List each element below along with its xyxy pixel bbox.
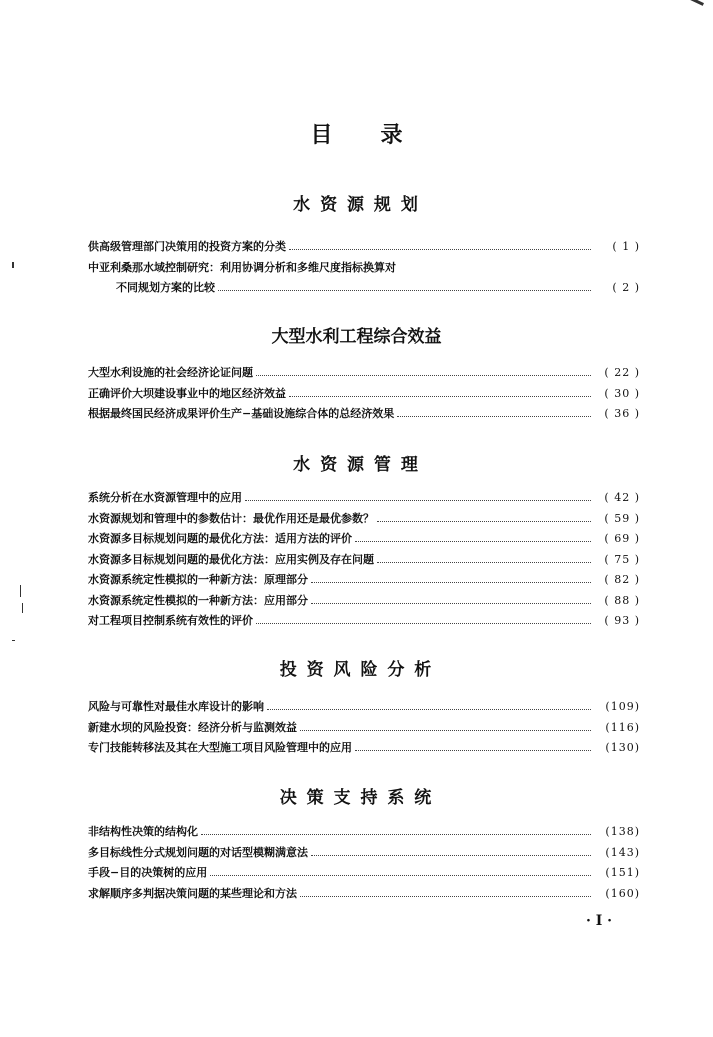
entry-title: 水资源多目标规划问题的最优化方法：应用实例及存在问题	[88, 552, 374, 566]
entry-page-number: ( 75 )	[604, 552, 640, 566]
dot-leader	[397, 404, 591, 417]
dot-leader	[300, 884, 591, 897]
entry-title: 水资源系统定性模拟的一种新方法：应用部分	[88, 593, 308, 607]
entry-page-number: ( 30 )	[604, 386, 640, 400]
entry-page-number: (109)	[605, 700, 640, 713]
toc-entry[interactable]	[88, 529, 640, 550]
dot-leader	[311, 570, 591, 583]
dot-leader	[289, 237, 591, 250]
entry-page-number: ( 69 )	[604, 532, 640, 545]
section-heading: 决 策 支 持 系 统	[279, 788, 434, 808]
entry-page-number: ( 22 )	[604, 366, 640, 379]
toc-entry[interactable]	[88, 404, 640, 425]
toc-entry[interactable]	[88, 822, 640, 843]
entry-title: 新建水坝的风险投资：经济分析与监测效益	[88, 720, 297, 734]
entry-page-number: ( 2 )	[612, 281, 640, 294]
entry-title: 风险与可靠性对最佳水库设计的影响	[88, 700, 264, 713]
entry-title: 专门技能转移法及其在大型施工项目风险管理中的应用	[88, 741, 352, 754]
dot-leader	[355, 529, 591, 542]
toc-entry[interactable]	[88, 611, 640, 632]
entry-title: 不同规划方案的比较	[116, 281, 215, 294]
toc-entry-continuation[interactable]	[88, 278, 640, 299]
scan-speck	[22, 603, 23, 613]
dot-leader	[267, 697, 591, 710]
toc-entry[interactable]	[88, 591, 640, 612]
scan-speck	[20, 585, 21, 597]
page-title: 目录	[310, 122, 451, 148]
toc-entry[interactable]	[88, 738, 640, 759]
section-heading: 大型水利工程综合效益	[271, 327, 442, 347]
entry-page-number: ( 82 )	[604, 573, 640, 586]
dot-leader	[218, 278, 591, 291]
entry-title: 根据最终国民经济成果评价生产−基础设施综合体的总经济效果	[88, 407, 395, 420]
entry-page-number: (143)	[605, 845, 640, 859]
toc-entry[interactable]	[88, 384, 640, 405]
toc-entry[interactable]	[88, 550, 640, 571]
toc-entry-list	[88, 822, 640, 904]
entry-title: 中亚利桑那水域控制研究：利用协调分析和多维尺度指标换算对	[88, 260, 396, 274]
dot-leader	[377, 509, 591, 522]
dot-leader	[311, 591, 591, 604]
toc-entry-list	[88, 363, 640, 425]
scan-speck	[12, 640, 15, 641]
entry-page-number: (116)	[605, 720, 640, 734]
entry-title: 供高级管理部门决策用的投资方案的分类	[88, 240, 286, 253]
dot-leader	[256, 611, 591, 624]
entry-page-number: ( 42 )	[604, 491, 640, 504]
dot-leader	[289, 384, 591, 397]
toc-entry[interactable]	[88, 863, 640, 884]
entry-page-number: (130)	[605, 741, 640, 754]
entry-title: 水资源系统定性模拟的一种新方法：原理部分	[88, 573, 308, 586]
entry-title: 水资源多目标规划问题的最优化方法：适用方法的评价	[88, 532, 352, 545]
entry-page-number: ( 93 )	[604, 614, 640, 627]
toc-entry[interactable]	[88, 570, 640, 591]
toc-entry[interactable]	[88, 718, 640, 739]
section-heading: 水 资 源 规 划	[293, 195, 420, 215]
entry-page-number: (138)	[605, 825, 640, 838]
entry-title: 对工程项目控制系统有效性的评价	[88, 614, 253, 627]
dot-leader	[355, 738, 591, 751]
toc-entry[interactable]	[88, 488, 640, 509]
section-heading: 水 资 源 管 理	[293, 455, 420, 475]
entry-page-number: ( 59 )	[604, 511, 640, 525]
entry-title: 系统分析在水资源管理中的应用	[88, 491, 242, 504]
entry-title: 多目标线性分式规划问题的对话型模糊满意法	[88, 845, 308, 859]
entry-title: 非结构性决策的结构化	[88, 825, 198, 838]
toc-entry[interactable]	[88, 363, 640, 384]
entry-page-number: (151)	[605, 866, 640, 879]
entry-title: 正确评价大坝建设事业中的地区经济效益	[88, 386, 286, 400]
toc-entry-list	[88, 697, 640, 759]
entry-page-number: ( 1 )	[612, 240, 640, 253]
dot-leader	[377, 550, 591, 563]
entry-page-number: ( 36 )	[604, 407, 640, 420]
entry-title: 水资源规划和管理中的参数估计：最优作用还是最优参数？	[88, 511, 374, 525]
dot-leader	[300, 718, 591, 731]
toc-entry[interactable]	[88, 884, 640, 905]
scan-speck	[12, 262, 14, 268]
dot-leader	[311, 843, 591, 856]
dot-leader	[210, 863, 591, 876]
toc-entry[interactable]	[88, 237, 640, 258]
dot-leader	[201, 822, 591, 835]
toc-entry-list	[88, 237, 640, 299]
entry-title: 求解顺序多判据决策问题的某些理论和方法	[88, 886, 297, 900]
toc-entry-list	[88, 488, 640, 632]
entry-page-number: (160)	[605, 886, 640, 900]
scan-speck	[690, 0, 704, 6]
dot-leader	[256, 363, 591, 376]
toc-entry[interactable]	[88, 258, 640, 279]
entry-title: 手段−目的决策树的应用	[88, 866, 208, 879]
toc-entry[interactable]	[88, 697, 640, 718]
page-folio: · I ·	[586, 913, 613, 929]
entry-page-number: ( 88 )	[604, 593, 640, 607]
toc-entry[interactable]	[88, 509, 640, 530]
toc-entry[interactable]	[88, 843, 640, 864]
dot-leader	[245, 488, 591, 501]
section-heading: 投 资 风 险 分 析	[279, 660, 434, 680]
entry-title: 大型水利设施的社会经济论证问题	[88, 366, 253, 379]
